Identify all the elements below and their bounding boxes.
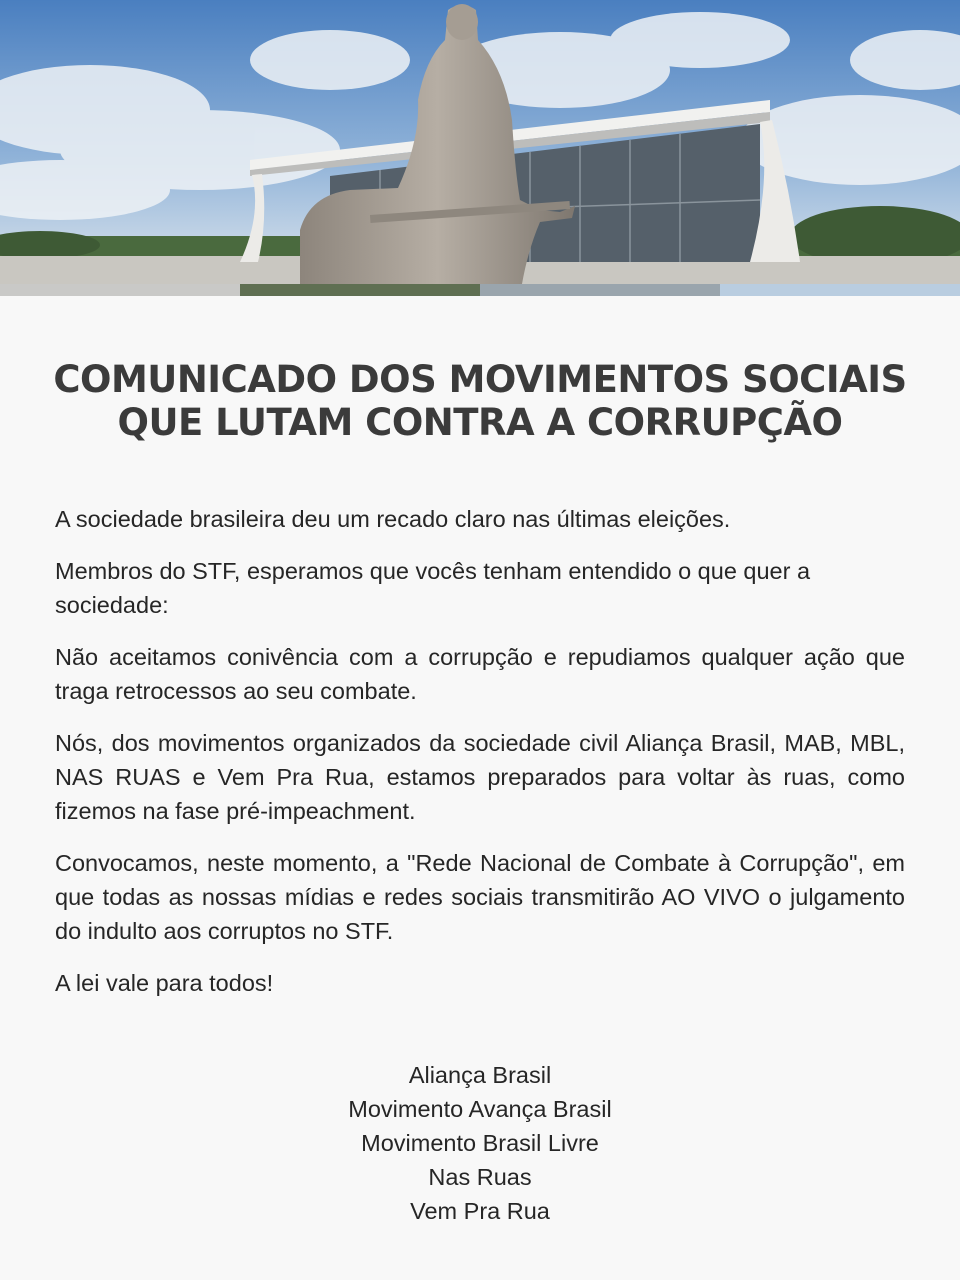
closing-line: A lei vale para todos! — [55, 970, 274, 996]
paragraph: Nós, dos movimentos organizados da sociedade civil Aliança Brasil, MAB, MBL, NAS RUAS e Vem Pra Rua, estamos preparados para voltar às ruas, como fizemos na fase pré-impeachment. — [55, 730, 905, 824]
color-strip-segment — [0, 284, 240, 296]
signatories-list — [0, 1058, 960, 1228]
paragraph: Convocamos, neste momento, a "Rede Nacional de Combate à Corrupção", em que todas as nossas mídias e redes sociais transmitirão AO VIVO o julgamento do indulto aos corruptos no STF. — [55, 850, 905, 944]
paragraph: Não aceitamos conivência com a corrupção e repudiamos qualquer ação que traga retrocessos ao seu combate. — [55, 644, 905, 704]
statue-of-justice-photo — [0, 0, 960, 284]
header-photo — [0, 0, 960, 284]
signatory: Vem Pra Rua — [410, 1198, 550, 1224]
signatory: Nas Ruas — [428, 1164, 532, 1190]
signatory: Movimento Brasil Livre — [361, 1130, 599, 1156]
color-strip-segment — [240, 284, 480, 296]
statement-body — [55, 502, 905, 1000]
color-strip-segment — [720, 284, 960, 296]
color-strip — [0, 284, 960, 296]
title-line-1: COMUNICADO DOS MOVIMENTOS SOCIAIS — [53, 358, 907, 401]
paragraph: A sociedade brasileira deu um recado claro nas últimas eleições. — [55, 506, 731, 532]
title-line-2: QUE LUTAM CONTRA A CORRUPÇÃO — [117, 401, 843, 444]
color-strip-segment — [480, 284, 720, 296]
paragraph: Membros do STF, esperamos que vocês tenham entendido o que quer a sociedade: — [55, 558, 811, 618]
signatory: Aliança Brasil — [408, 1062, 552, 1088]
signatory: Movimento Avança Brasil — [348, 1096, 612, 1122]
page-title — [0, 358, 960, 444]
